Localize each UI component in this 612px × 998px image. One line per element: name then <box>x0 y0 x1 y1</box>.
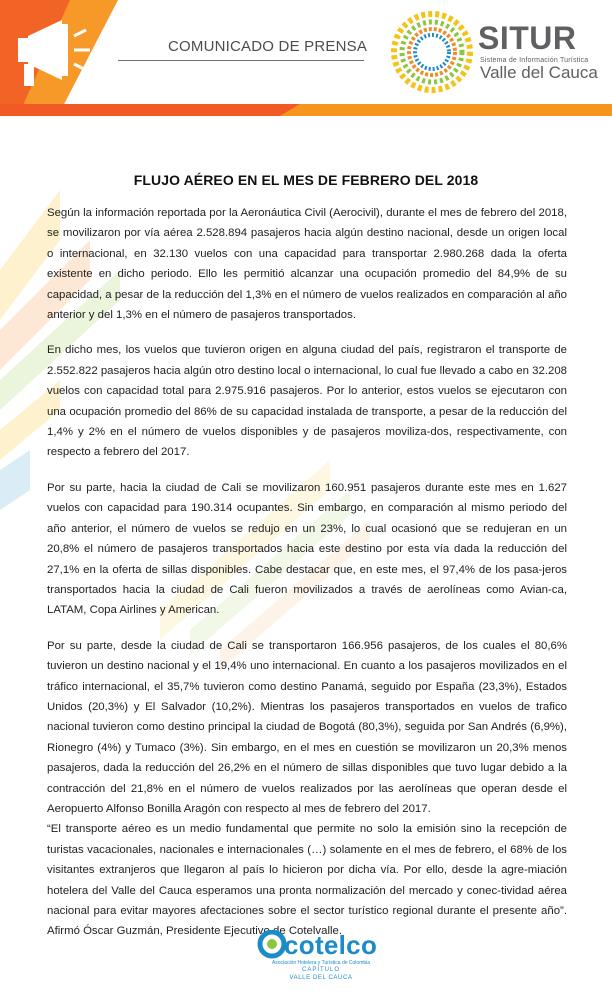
paragraph: Por su parte, hacia la ciudad de Cali se movilizaron 160.951 pasajeros durante este mes en 1.627 vuelos con capacidad para 190.314 ocupantes. Sin embargo, en comparación al mismo periodo del año anterior, el número de vuelos se redujo en un 23%, lo cual ocasionó que se redujeran en un 20,8% el número de pasajeros transportados hacia este destino por esta vía dada la reducción del 27,1% en la oferta de sillas disponibles. Cabe destacar que, en este mes, el 97,4% de los pasa-jeros transportados hacia la ciudad de Cali fueron movilizados a través de aerolíneas como Avian-ca, LATAM, Copa Airlines y American. <box>47 481 567 617</box>
header <box>0 0 612 115</box>
situr-brand-name: SITUR <box>478 20 577 56</box>
header-color-bar <box>0 104 612 116</box>
cotelco-logo-subtitle: Asociación Hotelera y Turística de Colombia <box>271 960 371 966</box>
situr-brand-subtitle: Sistema de Información Turística <box>480 57 589 64</box>
document-body <box>47 203 567 942</box>
megaphone-icon <box>0 0 118 112</box>
paragraph-quote: “El transporte aéreo es un medio fundamental que permite no solo la emisión sino la recepción de turistas vacacionales, nacionales e internacionales (…) solamente en el mes de febrero, el 68% de los visitantes extranjeros que llegaron al país lo hicieron por dicha vía. Por ello, desde la agre-miación hotelera del Valle del Cauca esperamos una pronta normalización del mercado y conec-tividad aérea nacional para evitar mayores afectaciones sobre el sector turístico regional durante el presente año”. Afirmó Óscar Guzmán, Presidente Ejecutivo de Cotelvalle. <box>47 823 567 938</box>
paragraph: Por su parte, desde la ciudad de Cali se transportaron 166.956 pasajeros, de los cuales el 80,6% tuvieron un destino nacional y el 19,4% uno internacional. En cuanto a los pasajeros movilizados en el tráfico internacional, el 35,7% tuvieron como destino Panamá, seguido por España (23,3%), Estados Unidos (20,3%) y El Salvador (10,2%). Mientras los pasajeros transportados en vuelos de trafico nacional tuvieron como destino principal la ciudad de Bogotá (80,3%), seguida por San Andrés (6,9%), Rionegro (4%) y Tumaco (3%). Sin embargo, en el mes en cuestión se movilizaron un 20,3% menos pasajeros, dada la reducción del 26,2% en el número de sillas disponibles que tuvo lugar debido a la contracción del 21,8% en el número de vuelos realizados por las aerolíneas que operan desde el Aeropuerto Alfonso Bonilla Aragón con respecto al mes de febrero del 2017. <box>47 639 567 815</box>
document-title: FLUJO AÉREO EN EL MES DE FEBRERO DEL 2018 <box>133 172 479 188</box>
cotelco-logo-name: cotelco <box>284 930 378 960</box>
cotelco-chapter-region: VALLE DEL CAUCA <box>289 975 353 981</box>
situr-brand-region: Valle del Cauca <box>480 63 598 82</box>
header-title: COMUNICADO DE PRENSA <box>168 38 368 55</box>
cotelco-chapter-label: CAPÍTULO <box>301 967 340 973</box>
paragraph: En dicho mes, los vuelos que tuvieron origen en alguna ciudad del país, registraron el transporte de 2.552.822 pasajeros hacia algún otro destino local o internacional, lo cual fue llevado a cabo en 32.208 vuelos con capacidad total para 2.975.916 pasajeros. Por lo anterior, estos vuelos se ejecutaron con una ocupación promedio del 86% de su capacidad instalada de transporte, a pesar de la reducción del 1,4% y 2% en el número de vuelos disponibles y de pasajeros moviliza-dos, respectivamente, con respecto a febrero del 2017. <box>47 344 567 459</box>
header-divider <box>118 60 364 61</box>
paragraph: Según la información reportada por la Aeronáutica Civil (Aerocivil), durante el mes de febrero del 2018, se movilizaron por vía aérea 2.528.894 pasajeros hacia algún destino nacional, desde un origen local o internacional, en 32.130 vuelos con una capacidad para transportar 2.980.268 dada la oferta existente en dicho periodo. Ello les permitió alcanzar una ocupación promedio del 84,9% de su capacidad, a pesar de la reducción del 1,3% en el número de vuelos realizados en comparación al año anterior y del 1,3% en el número de pasajeros transportados. <box>47 207 567 322</box>
situr-sun-logo-icon <box>390 10 474 94</box>
